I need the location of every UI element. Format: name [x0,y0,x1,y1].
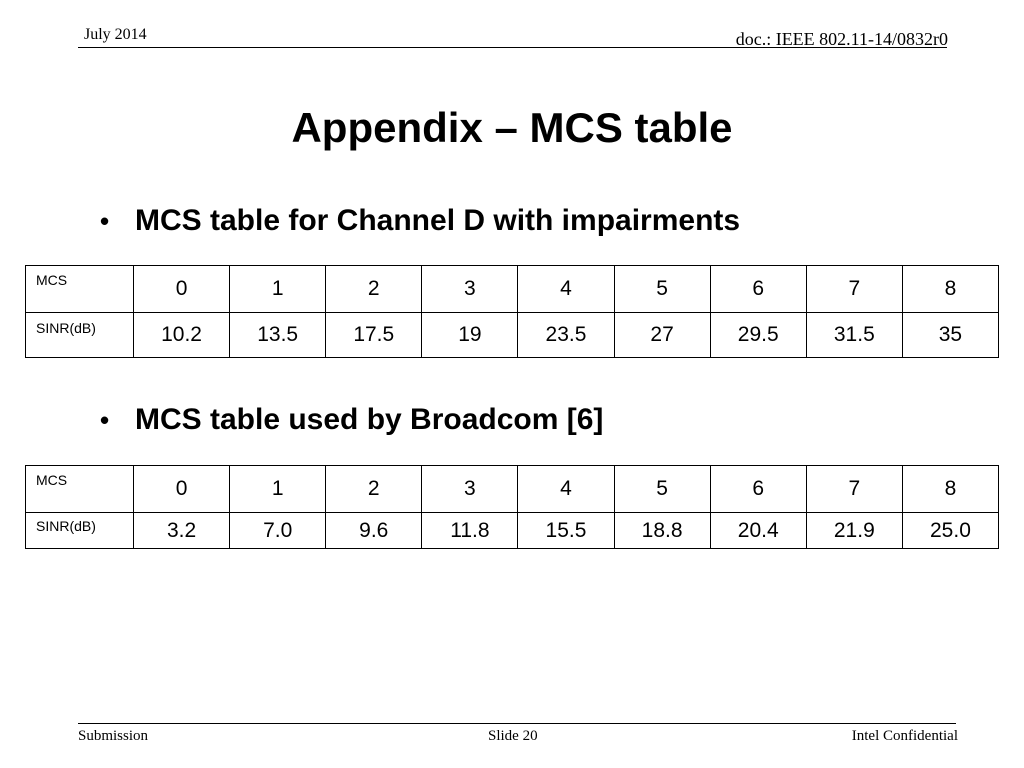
footer-slide-number: Slide 20 [488,728,538,744]
mcs-cell: 7 [806,466,902,513]
mcs-table-broadcom [25,465,999,549]
header-date: July 2014 [84,26,147,43]
bullet-broadcom [100,403,603,437]
sinr-cell: 29.5 [710,313,806,358]
mcs-table-channel-d [25,265,999,358]
footer-confidential: Intel Confidential [851,728,958,744]
sinr-cell: 13.5 [230,313,326,358]
sinr-cell: 7.0 [230,513,326,549]
sinr-cell: 35 [902,313,998,358]
mcs-cell: 7 [806,266,902,313]
bullet-channel-d [100,204,740,238]
row-label-sinr: SINR(dB) [26,313,134,358]
sinr-cell: 11.8 [422,513,518,549]
table-row-sinr [26,313,999,358]
mcs-cell: 1 [230,466,326,513]
bullet-dot-icon: • [100,206,110,236]
mcs-cell: 8 [902,266,998,313]
sinr-cell: 23.5 [518,313,614,358]
mcs-cell: 5 [614,466,710,513]
sinr-cell: 25.0 [902,513,998,549]
bullet-text: MCS table used by Broadcom [6] [135,403,604,436]
table-row-mcs [26,466,999,513]
row-label-mcs: MCS [26,466,134,513]
row-label-sinr: SINR(dB) [26,513,134,549]
sinr-cell: 31.5 [806,313,902,358]
sinr-cell: 18.8 [614,513,710,549]
sinr-cell: 10.2 [134,313,230,358]
mcs-cell: 6 [710,466,806,513]
row-label-mcs: MCS [26,266,134,313]
mcs-cell: 3 [422,466,518,513]
mcs-cell: 0 [134,466,230,513]
bullet-text: MCS table for Channel D with impairments [135,204,741,237]
table-row-sinr [26,513,999,549]
sinr-cell: 27 [614,313,710,358]
sinr-cell: 21.9 [806,513,902,549]
mcs-cell: 2 [326,266,422,313]
table-row-mcs [26,266,999,313]
sinr-cell: 20.4 [710,513,806,549]
mcs-cell: 4 [518,466,614,513]
mcs-cell: 0 [134,266,230,313]
mcs-cell: 6 [710,266,806,313]
footer-divider [78,723,956,724]
sinr-cell: 19 [422,313,518,358]
mcs-cell: 3 [422,266,518,313]
slide-title: Appendix – MCS table [291,104,733,151]
mcs-cell: 1 [230,266,326,313]
sinr-cell: 9.6 [326,513,422,549]
footer-submission: Submission [78,728,149,744]
mcs-cell: 2 [326,466,422,513]
sinr-cell: 3.2 [134,513,230,549]
bullet-dot-icon: • [100,405,110,435]
mcs-cell: 5 [614,266,710,313]
sinr-cell: 17.5 [326,313,422,358]
header-divider [78,47,947,48]
mcs-cell: 4 [518,266,614,313]
sinr-cell: 15.5 [518,513,614,549]
header-doc-id: doc.: IEEE 802.11-14/0832r0 [735,29,948,49]
mcs-cell: 8 [902,466,998,513]
